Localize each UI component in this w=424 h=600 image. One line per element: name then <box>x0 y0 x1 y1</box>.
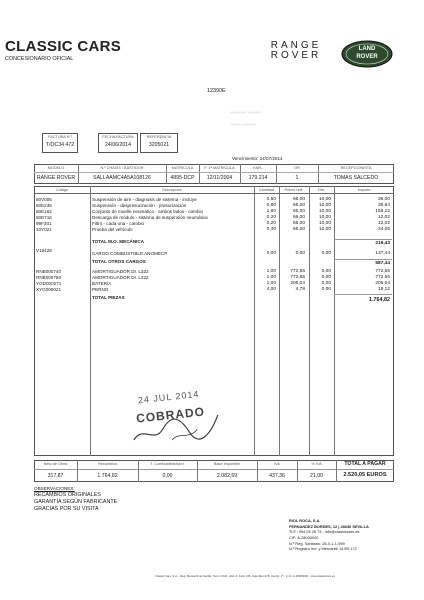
totals-label-fuel: T. Combustible/lubri. <box>150 462 185 466</box>
reference-label: REFERENCIA <box>146 135 172 139</box>
totals-label-vat-pct: % IVA <box>311 462 322 466</box>
badge-text-top: LAND <box>358 46 376 52</box>
col-header-dto: Dto. <box>318 188 325 192</box>
col-header-qty: Cantidad <box>258 188 275 192</box>
total-to-pay: 2.520,05 EUROS <box>343 472 387 478</box>
row-amount: 137,44 <box>375 251 390 256</box>
brand-text-rover: ROVER <box>270 50 322 61</box>
row-amount: 772,55 <box>375 269 390 274</box>
row-price: 205,04 <box>290 281 305 286</box>
labor-total-label: TOTAL M.O. MECÁNICA <box>92 239 145 244</box>
row-price: 772,55 <box>290 269 305 274</box>
table-row <box>36 227 392 233</box>
footer-line: N.º Registro Ind. y Mercantil: 41/99,172 <box>289 546 357 552</box>
row-amount: 772,55 <box>375 275 390 280</box>
due-date: Vencimiento: 24/07/2014 <box>232 156 283 161</box>
row-desc: Suspensión - despresurización - presurización <box>92 203 187 208</box>
row-price: 772,55 <box>290 275 305 280</box>
row-dto: 0,00 <box>321 275 331 280</box>
row-dto: 10,00 <box>318 197 331 202</box>
notes-line-2: GARANTÍA SEGÚN FABRICANTE <box>34 499 118 505</box>
footer-legal: Classic Cars, S.A. - Reg. Mercantil de Sevilla, Tomo 3.024, Libro 0, Folio 135, Hoja SE-1478, Inscrip. 1ª - C.I.F. A-28000000 - www.classiccars.es <box>155 574 335 578</box>
row-price: 66,00 <box>292 227 305 232</box>
company-name: CLASSIC CARS <box>5 38 122 55</box>
footer-line: RIOL ROCA, S.A. <box>289 518 321 523</box>
reference-value: 3205021 <box>148 142 170 148</box>
row-price: 66,00 <box>292 197 305 202</box>
totals-net: 317,87 <box>47 473 64 479</box>
notes-line-3: GRACIAS POR SU VISITA <box>34 506 99 512</box>
row-code: YGD000271 <box>36 281 62 286</box>
vehicle-or-label: OR <box>294 166 300 170</box>
invoice-date: 24/06/2014 <box>105 142 131 148</box>
parts-total: 1.764,82 <box>369 297 390 303</box>
vehicle-kms-label: KMS. <box>253 166 263 170</box>
vehicle-model: RANGE ROVER <box>36 175 76 181</box>
vehicle-regdate-label: F. 1ª MATRÍCULA <box>204 166 235 170</box>
invoice-number-box <box>42 133 78 153</box>
row-desc: Descarga de módulo - sistema de suspensión neumática <box>92 215 208 220</box>
vehicle-chassis-label: N.º CHASIS / BASTIDOR <box>100 166 144 170</box>
row-price: 66,00 <box>292 209 305 214</box>
row-desc: AMORTIGUADOR DI. L322 <box>92 275 149 280</box>
row-dto: 10,00 <box>318 203 331 208</box>
row-desc: AMORTIGUADOR DI. L322 <box>92 269 149 274</box>
client-line-1: ~~~~~~ ~~~~~ <box>230 110 261 115</box>
row-price: 66,00 <box>292 215 305 220</box>
totals-vat-pct: 21,00 <box>310 473 323 479</box>
badge-text-bottom: ROVER <box>356 54 378 60</box>
invoice-date-box <box>98 133 138 153</box>
row-qty: 1,60 <box>266 209 276 214</box>
totals-label-net: Neto de Otros <box>43 462 68 466</box>
totals-label-vat: IVA <box>274 462 280 466</box>
client-line-2: ~~~~ ~~~~~ <box>230 122 256 127</box>
notes-heading: OBSERVACIONES: <box>34 486 75 491</box>
invoice-date-label: FECHA FACTURA <box>102 135 134 139</box>
footer-line: CIF: A-28000000 <box>289 534 319 540</box>
labor-rows <box>36 197 392 233</box>
brand-text-range: RANGE <box>270 40 322 51</box>
parts-rows <box>36 269 392 293</box>
totals-fuel: 0,00 <box>162 473 173 479</box>
row-amount: 12,02 <box>377 215 390 220</box>
totals-base: 2.082,69 <box>216 473 238 479</box>
table-row <box>36 287 392 293</box>
vehicle-or: 1 <box>295 175 299 181</box>
row-code: 99F301 <box>36 221 52 226</box>
row-amount: 19,12 <box>377 287 390 292</box>
row-code: 60V005 <box>36 197 52 202</box>
vehicle-receptionist-label: RECEPCIONISTA <box>340 166 372 170</box>
labor-total: 216,43 <box>375 241 390 246</box>
row-qty: 0,40 <box>266 227 276 232</box>
row-code: V16428 <box>36 248 52 253</box>
row-price: 0,00 <box>295 251 305 256</box>
row-code: RNB000750 <box>36 275 62 280</box>
row-price: 66,00 <box>292 203 305 208</box>
land-rover-badge <box>341 40 393 68</box>
col-header-price: Precio unit. <box>284 188 304 192</box>
row-dto: 0,00 <box>321 251 331 256</box>
client-code: 12390E <box>207 88 226 94</box>
row-code: 60E235 <box>36 203 52 208</box>
row-code: RNB000740 <box>36 269 62 274</box>
row-amount: 24,05 <box>377 227 390 232</box>
vehicle-model-label: MODELO <box>47 166 65 170</box>
row-desc: BATERÍA <box>92 281 112 286</box>
totals-label-pay: TOTAL A PAGAR <box>344 461 386 467</box>
row-desc: Prueba del vehículo <box>92 227 133 232</box>
other-total-label: TOTAL OTROS CARGOS <box>92 259 146 264</box>
vehicle-receptionist: TOMAS SALCEDO <box>333 175 379 181</box>
row-code: XYG000021 <box>36 287 62 292</box>
paid-stamp <box>113 386 228 452</box>
row-amount: 12,02 <box>377 221 390 226</box>
brand-logo <box>262 40 330 61</box>
row-desc: Suspensión de aire - diagnosis de sistema - incluye <box>92 197 197 202</box>
other-total: 587,44 <box>375 261 390 266</box>
row-dto: 10,00 <box>318 209 331 214</box>
row-dto: 10,00 <box>318 215 331 220</box>
row-price: 66,00 <box>292 221 305 226</box>
invoice-number: T/OC34 472 <box>45 142 75 148</box>
footer-line: N.º Reg. Sanitario: 28-0-1-1-999 <box>289 540 345 546</box>
totals-vat: 437,36 <box>269 473 285 479</box>
table-row <box>36 248 392 254</box>
col-header-desc: Descripción <box>162 188 182 192</box>
footer-line: FERNANDEZ BORDES, 12 | 28036 SEVILLA <box>289 523 369 529</box>
parts-total-label: TOTAL PIEZAS <box>92 295 125 300</box>
row-qty: 0,00 <box>266 251 276 256</box>
stamp-date: 24 JUL 2014 <box>137 388 200 406</box>
vehicle-kms: 179.214 <box>248 175 268 181</box>
row-amount: 205,04 <box>375 281 390 286</box>
row-amount: 156,22 <box>375 209 390 214</box>
notes-line-1: RECAMBIOS ORIGINALES <box>34 492 101 498</box>
row-dto: 10,00 <box>318 221 331 226</box>
totals-label-base: Base Imponible <box>213 462 241 466</box>
vehicle-plate-label: MATRÍCULA <box>171 166 194 170</box>
row-amount: 36,00 <box>377 197 390 202</box>
row-dto: 10,00 <box>318 227 331 232</box>
row-dto: 0,00 <box>321 281 331 286</box>
row-qty: 0,20 <box>266 215 276 220</box>
row-code: 60E162 <box>36 209 52 214</box>
stamp-text: COBRADO <box>135 404 206 426</box>
row-dto: 0,00 <box>321 287 331 292</box>
footer-company-block <box>289 518 369 552</box>
footer-line: TLF.: 954 25 25 73 - info@classiccars.es <box>289 529 360 535</box>
row-qty: 0,50 <box>266 197 276 202</box>
row-code: 10Y021 <box>36 227 52 232</box>
col-header-code: Código <box>55 188 69 192</box>
vehicle-plate: 4895-DCP <box>170 175 195 181</box>
row-desc: PERNO <box>92 287 109 292</box>
row-dto: 0,00 <box>321 269 331 274</box>
row-price: 4,78 <box>295 287 305 292</box>
row-qty: 4,00 <box>266 287 276 292</box>
vehicle-chassis: SALLAAMC4A5A108126 <box>93 175 151 181</box>
vehicle-regdate: 12/11/2004 <box>206 175 233 181</box>
company-subtitle: CONCESIONARIO OFICIAL <box>5 56 74 62</box>
row-desc: Conjunto de muelle neumático - ambos lados - cambio <box>92 209 204 214</box>
row-qty: 1,00 <box>266 275 276 280</box>
row-qty: 1,00 <box>266 281 276 286</box>
row-qty: 0,20 <box>266 221 276 226</box>
row-code: 60E716 <box>36 215 52 220</box>
totals-label-parts: Recambios <box>98 462 117 466</box>
row-desc: CARGO COMBUSTIBLE ANOMECP <box>92 251 168 256</box>
row-amount: 36,64 <box>377 203 390 208</box>
invoice-number-label: FACTURA N.º <box>48 135 72 139</box>
col-header-amount: Importe <box>357 188 371 192</box>
row-desc: Filtro - cada una - cambio <box>92 221 145 226</box>
reference-box <box>140 133 178 153</box>
totals-parts: 1.764,82 <box>97 473 118 479</box>
row-qty: 0,80 <box>266 203 276 208</box>
row-qty: 1,00 <box>266 269 276 274</box>
